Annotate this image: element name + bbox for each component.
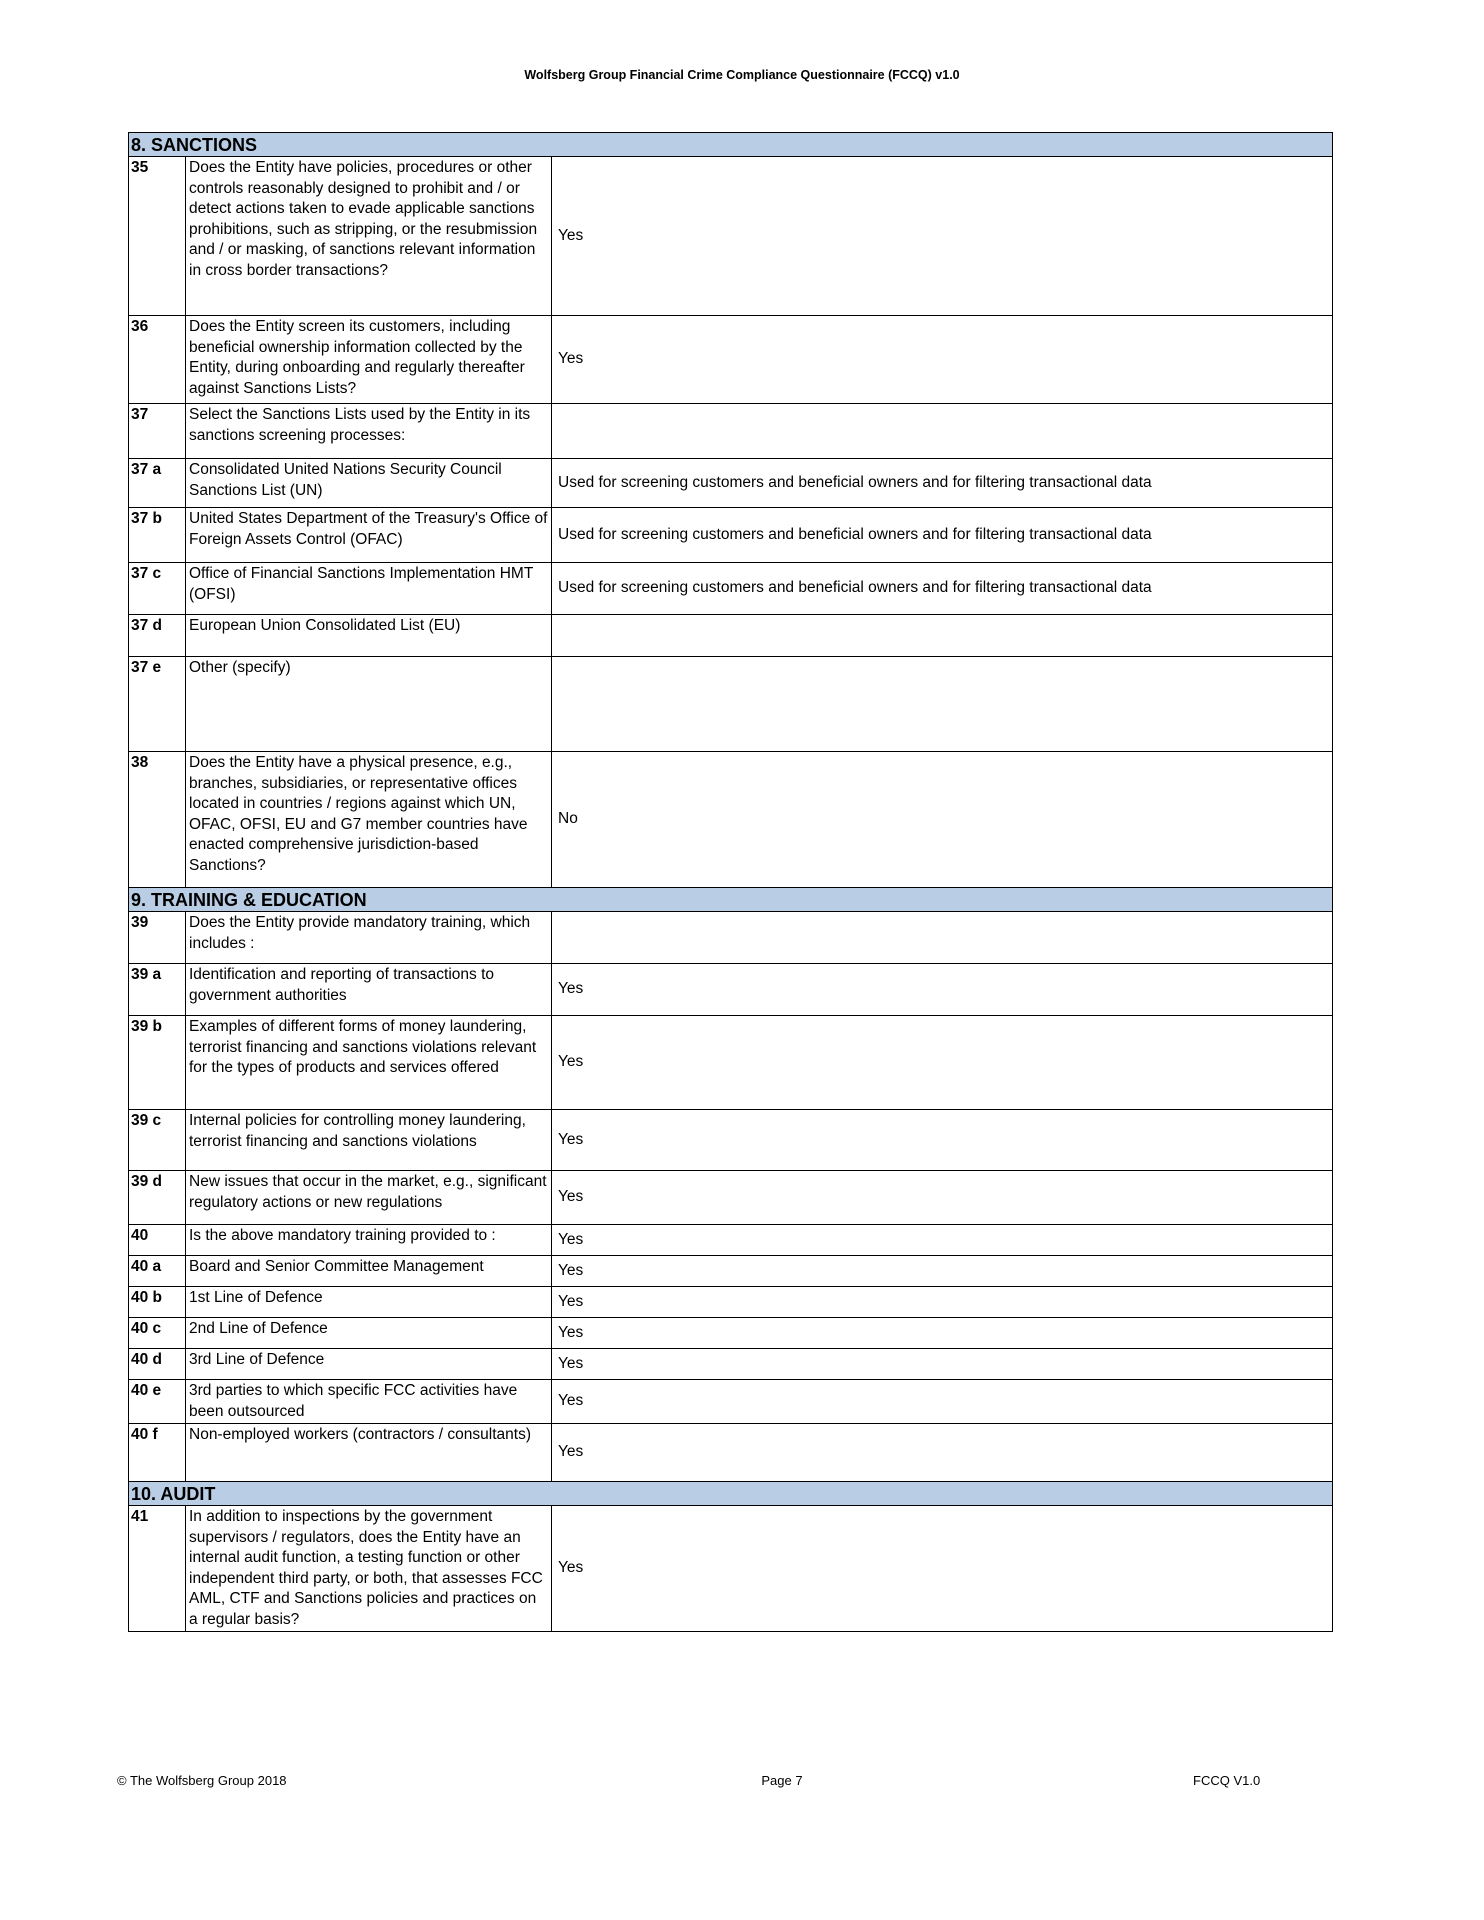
table-row <box>129 316 1333 404</box>
question-number: 40 <box>129 1225 186 1256</box>
question-number: 37 d <box>129 615 186 657</box>
table-row <box>129 1287 1333 1318</box>
question-number: 40 d <box>129 1349 186 1380</box>
table-row <box>129 615 1333 657</box>
table-row <box>129 157 1333 316</box>
question-number: 39 d <box>129 1171 186 1225</box>
question-text: 3rd parties to which specific FCC activities have been outsourced <box>186 1380 552 1424</box>
footer-page-number: Page 7 <box>761 1773 803 1788</box>
questionnaire-table <box>128 132 1333 1632</box>
question-number: 39 c <box>129 1110 186 1171</box>
answer-field[interactable] <box>552 615 1333 657</box>
question-number: 40 b <box>129 1287 186 1318</box>
table-row <box>129 912 1333 964</box>
section-title: 9. TRAINING & EDUCATION <box>129 888 1333 912</box>
table-row <box>129 964 1333 1016</box>
answer-field[interactable]: Yes <box>552 1016 1333 1110</box>
table-row <box>129 459 1333 508</box>
answer-field[interactable] <box>552 404 1333 459</box>
answer-field[interactable]: Yes <box>552 1256 1333 1287</box>
answer-field[interactable] <box>552 657 1333 752</box>
table-row <box>129 1506 1333 1632</box>
table-row <box>129 404 1333 459</box>
table-row <box>129 752 1333 888</box>
question-text: United States Department of the Treasury's Office of Foreign Assets Control (OFAC) <box>186 508 552 563</box>
answer-field[interactable]: Yes <box>552 1110 1333 1171</box>
question-number: 40 e <box>129 1380 186 1424</box>
question-text: European Union Consolidated List (EU) <box>186 615 552 657</box>
section-header-training <box>129 888 1333 912</box>
question-text: Does the Entity provide mandatory training, which includes : <box>186 912 552 964</box>
table-row <box>129 1256 1333 1287</box>
question-number: 37 <box>129 404 186 459</box>
answer-field[interactable]: Yes <box>552 1380 1333 1424</box>
page-header-title: Wolfsberg Group Financial Crime Compliance Questionnaire (FCCQ) v1.0 <box>524 68 960 82</box>
answer-field[interactable]: No <box>552 752 1333 888</box>
question-text: Board and Senior Committee Management <box>186 1256 552 1287</box>
footer-copyright: © The Wolfsberg Group 2018 <box>117 1773 287 1788</box>
question-text: 2nd Line of Defence <box>186 1318 552 1349</box>
question-number: 38 <box>129 752 186 888</box>
table-row <box>129 1380 1333 1424</box>
table-row <box>129 1349 1333 1380</box>
question-text: Other (specify) <box>186 657 552 752</box>
question-number: 41 <box>129 1506 186 1632</box>
question-number: 37 c <box>129 563 186 615</box>
question-text: Examples of different forms of money laundering, terrorist financing and sanctions violations relevant for the types of products and services offered <box>186 1016 552 1110</box>
section-title: 8. SANCTIONS <box>129 133 1333 157</box>
question-text: Select the Sanctions Lists used by the Entity in its sanctions screening processes: <box>186 404 552 459</box>
footer-version: FCCQ V1.0 <box>1193 1773 1261 1788</box>
question-text: Does the Entity have a physical presence, e.g., branches, subsidiaries, or representative offices located in countries / regions against which UN, OFAC, OFSI, EU and G7 member countries have enacted comprehensive jurisdiction-based Sanctions? <box>186 752 552 888</box>
answer-field[interactable]: Yes <box>552 157 1333 316</box>
table-row <box>129 657 1333 752</box>
question-text: Internal policies for controlling money laundering, terrorist financing and sanctions violations <box>186 1110 552 1171</box>
question-text: Office of Financial Sanctions Implementation HMT (OFSI) <box>186 563 552 615</box>
question-number: 40 c <box>129 1318 186 1349</box>
table-row <box>129 1016 1333 1110</box>
table-row <box>129 1225 1333 1256</box>
question-text: Does the Entity screen its customers, including beneficial ownership information collected by the Entity, during onboarding and regularly thereafter against Sanctions Lists? <box>186 316 552 404</box>
question-number: 37 b <box>129 508 186 563</box>
question-text: In addition to inspections by the government supervisors / regulators, does the Entity have an internal audit function, a testing function or other independent third party, or both, that assesses FCC AML, CTF and Sanctions policies and practices on a regular basis? <box>186 1506 552 1632</box>
answer-field[interactable]: Used for screening customers and beneficial owners and for filtering transactional data <box>552 508 1333 563</box>
answer-field[interactable]: Used for screening customers and beneficial owners and for filtering transactional data <box>552 459 1333 508</box>
section-header-sanctions <box>129 133 1333 157</box>
table-row <box>129 1171 1333 1225</box>
answer-field[interactable] <box>552 912 1333 964</box>
question-number: 39 <box>129 912 186 964</box>
question-number: 40 a <box>129 1256 186 1287</box>
question-number: 39 a <box>129 964 186 1016</box>
question-number: 37 e <box>129 657 186 752</box>
table-row <box>129 563 1333 615</box>
answer-field[interactable]: Yes <box>552 316 1333 404</box>
answer-field[interactable]: Yes <box>552 1506 1333 1632</box>
answer-field[interactable]: Yes <box>552 1318 1333 1349</box>
answer-field[interactable]: Yes <box>552 964 1333 1016</box>
question-text: 3rd Line of Defence <box>186 1349 552 1380</box>
question-number: 39 b <box>129 1016 186 1110</box>
question-text: Does the Entity have policies, procedures or other controls reasonably designed to prohibit and / or detect actions taken to evade applicable sanctions prohibitions, such as stripping, or the resubmission and / or masking, of sanctions relevant information in cross border transactions? <box>186 157 552 316</box>
question-text: Is the above mandatory training provided to : <box>186 1225 552 1256</box>
question-number: 35 <box>129 157 186 316</box>
section-header-audit <box>129 1482 1333 1506</box>
question-text: Identification and reporting of transactions to government authorities <box>186 964 552 1016</box>
answer-field[interactable]: Used for screening customers and beneficial owners and for filtering transactional data <box>552 563 1333 615</box>
question-text: New issues that occur in the market, e.g., significant regulatory actions or new regulations <box>186 1171 552 1225</box>
table-row <box>129 508 1333 563</box>
answer-field[interactable]: Yes <box>552 1171 1333 1225</box>
question-number: 40 f <box>129 1424 186 1482</box>
question-number: 36 <box>129 316 186 404</box>
table-row <box>129 1110 1333 1171</box>
answer-field[interactable]: Yes <box>552 1225 1333 1256</box>
question-number: 37 a <box>129 459 186 508</box>
section-title: 10. AUDIT <box>129 1482 1333 1506</box>
answer-field[interactable]: Yes <box>552 1349 1333 1380</box>
table-row <box>129 1318 1333 1349</box>
question-text: Non-employed workers (contractors / consultants) <box>186 1424 552 1482</box>
question-text: 1st Line of Defence <box>186 1287 552 1318</box>
table-row <box>129 1424 1333 1482</box>
answer-field[interactable]: Yes <box>552 1287 1333 1318</box>
answer-field[interactable]: Yes <box>552 1424 1333 1482</box>
question-text: Consolidated United Nations Security Council Sanctions List (UN) <box>186 459 552 508</box>
